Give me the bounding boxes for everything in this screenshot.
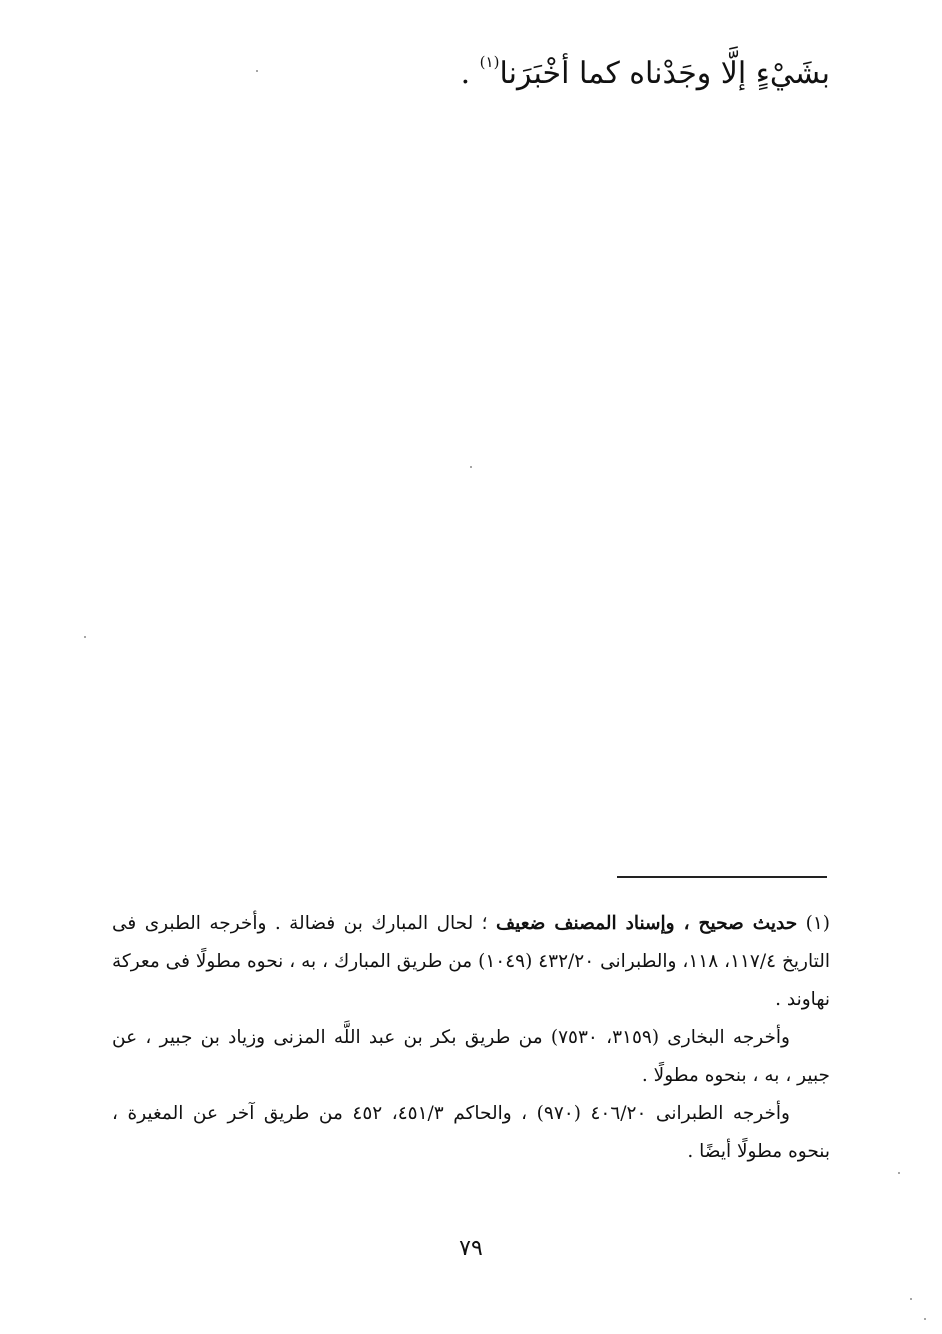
footnote-number: (١) [805,913,830,934]
scan-speck [910,1298,912,1300]
scan-speck [256,70,258,72]
page-number: ٧٩ [459,1236,483,1261]
scan-speck [924,1318,926,1320]
footnote-1 [112,905,830,1019]
main-text-line [130,52,830,95]
footnote-text: ؛ لحال المبارك بن فضالة . وأخرجه الطبرى فى التاريخ ١١٧/٤، ١١٨، والطبرانى ٤٣٢/٢٠ (١٠٤٩) من طريق المبارك ، به ، نحوه مطولًا فى معركة نهاوند . [112,913,830,1010]
footnote-separator-rule [617,876,827,878]
scan-speck [84,636,86,638]
footnote-reference-marker[interactable]: (١) [479,53,500,71]
footnote-paragraph-3: وأخرجه الطبرانى ٤٠٦/٢٠ (٩٧٠) ، والحاكم ٤٥١/٣، ٤٥٢ من طريق آخر عن المغيرة ، بنحوه مطولًا أيضًا . [112,1103,830,1162]
main-text-content: بشَيْءٍ إلَّا وجَدْناه كما أخْبَرَنا [499,56,830,91]
main-text-end-punctuation: . [460,56,480,91]
footnote-verdict: حديث صحيح ، وإسناد المصنف ضعيف [496,913,798,934]
scan-speck [898,1172,900,1174]
footnotes-section [112,905,830,1171]
footnote-paragraph-2: وأخرجه البخارى (٣١٥٩، ٧٥٣٠) من طريق بكر بن عبد اللَّه المزنى وزياد بن جبير ، عن جبير ، به ، بنحوه مطولًا . [112,1027,830,1086]
scan-speck [470,466,472,468]
